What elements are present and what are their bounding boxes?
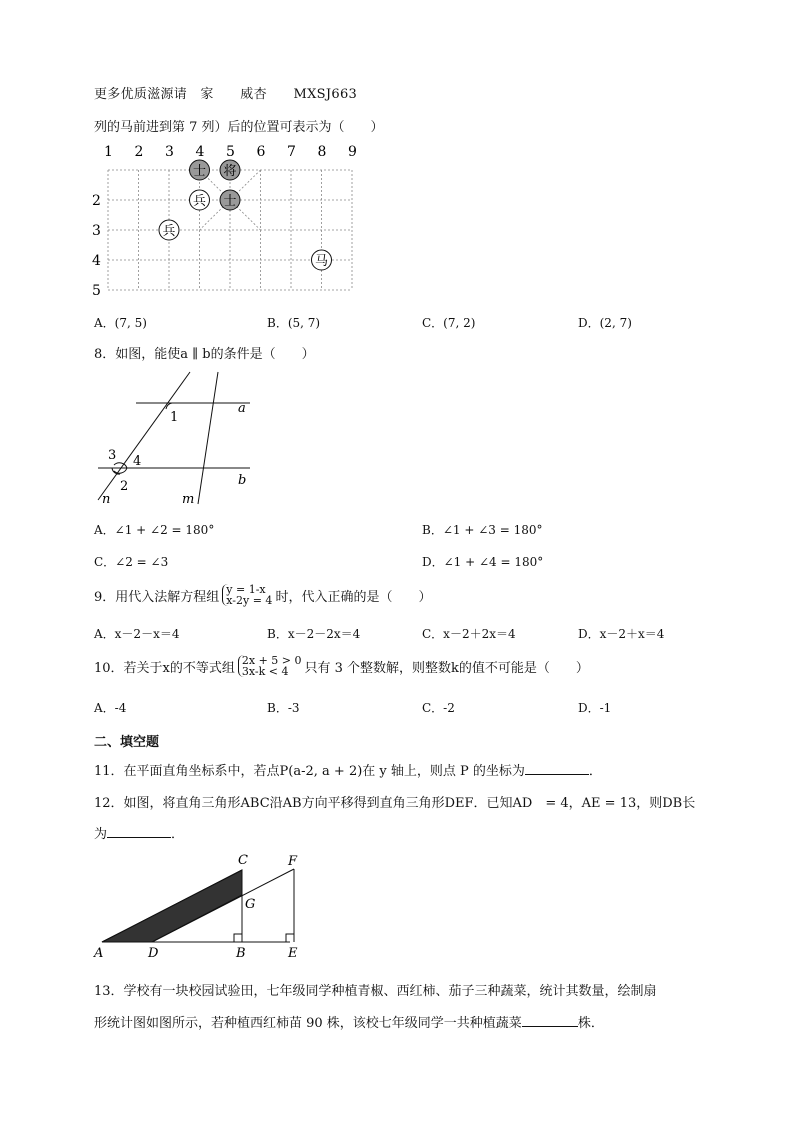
chess-piece-label: 士 [223, 194, 237, 209]
label-E: E [288, 946, 298, 961]
q7-stem: 列的马前进到第 7 列）后的位置可表示为（ ） [94, 120, 384, 135]
label-F: F [288, 854, 298, 869]
q9-stem-after: 时，代入正确的是（ ） [275, 589, 432, 605]
col-label: 4 [195, 144, 205, 160]
label-D: D [148, 946, 159, 961]
q13-line2-after: 株． [577, 1016, 604, 1031]
q11-stem [94, 760, 602, 779]
col-label: 6 [256, 144, 266, 160]
q12-triangle-figure [90, 850, 320, 965]
q12-line2-before: 为 [94, 827, 108, 842]
q12-line1: 12．如图，将直角三角形ABC沿AB方向平移得到直角三角形DEF．已知AD = 4，AE = 13，则DB长 [94, 796, 696, 811]
q10-option-c[interactable]: C．-2 [422, 701, 455, 715]
label-1: 1 [170, 410, 179, 425]
q10-option-b[interactable]: B．-3 [267, 701, 300, 715]
q11-before: 11．在平面直角坐标系中，若点P(a-2, a + 2)在 y 轴上，则点 P 的坐标为 [94, 764, 525, 779]
q7-option-b[interactable]: B．(5, 7) [267, 316, 321, 330]
q7-chessboard-figure [90, 140, 370, 300]
q11-after: ． [588, 764, 602, 779]
q8-stem: 8．如图，能使a ∥ b的条件是（ ） [94, 347, 315, 362]
label-A: A [94, 946, 104, 961]
col-label: 3 [165, 144, 174, 160]
chess-piece-label: 马 [314, 254, 329, 269]
chess-piece-label: 兵 [162, 224, 176, 239]
label-4: 4 [133, 454, 142, 469]
q10-stem [94, 655, 589, 677]
q10-inequality-system [238, 655, 302, 677]
q13-line1: 13．学校有一块校园试验田，七年级同学种植青椒、西红柿、茄子三种蔬菜，统计其数量，绘制扇 [94, 984, 657, 999]
q9-eq-1: y = 1-x [226, 583, 266, 596]
q7-option-d[interactable]: D．(2, 7) [578, 316, 632, 330]
q9-eq-2: x-2y = 4 [226, 594, 273, 607]
q10-option-d[interactable]: D．-1 [578, 701, 612, 715]
q9-option-c[interactable]: C．x－2＋2x＝4 [422, 627, 516, 641]
q8-option-c[interactable]: C．∠2 = ∠3 [94, 555, 169, 569]
label-B: B [236, 946, 246, 961]
q8-parallel-lines-figure [90, 368, 260, 508]
label-m: m [182, 492, 195, 507]
col-label: 9 [348, 144, 357, 160]
section-fill-in-title: 二、填空题 [94, 735, 160, 750]
col-label: 1 [104, 144, 113, 160]
line-n [98, 372, 190, 500]
page-header: 更多优质滋源请 家 威杏 MXSJ663 [94, 87, 358, 102]
chess-piece-label: 士 [192, 164, 207, 179]
q12-line2-after: ． [171, 827, 185, 842]
q10-stem-after: 只有 3 个整数解，则整数k的值不可能是（ ） [304, 660, 589, 676]
q8-option-d[interactable]: D．∠1 + ∠4 = 180° [422, 555, 544, 569]
right-angle-B [234, 934, 242, 942]
q10-option-a[interactable]: A．-4 [94, 701, 127, 715]
label-3: 3 [108, 448, 117, 463]
q10-stem-before: 10．若关于x的不等式组 [94, 660, 235, 676]
q8-option-b[interactable]: B．∠1 + ∠3 = 180° [422, 523, 543, 537]
label-2: 2 [120, 479, 129, 494]
q13-line2-before: 形统计图如图所示，若种植西红柿苗 90 株，该校七年级同学一共种植蔬菜 [94, 1016, 522, 1031]
right-angle-E [286, 934, 294, 942]
col-label: 2 [134, 144, 144, 160]
q11-answer-blank[interactable] [525, 761, 589, 775]
q9-option-b[interactable]: B．x－2－2x＝4 [267, 627, 361, 641]
q8-option-a[interactable]: A．∠1 + ∠2 = 180° [94, 523, 215, 537]
q9-stem [94, 584, 431, 606]
q13-answer-blank[interactable] [522, 1013, 578, 1027]
q9-option-d[interactable]: D．x－2＋x＝4 [578, 627, 665, 641]
row-label: 4 [92, 253, 101, 269]
q12-answer-blank[interactable] [107, 824, 171, 838]
label-n: n [102, 492, 111, 507]
q9-equation-system [222, 584, 272, 606]
q9-option-a[interactable]: A．x－2－x＝4 [94, 627, 180, 641]
row-label: 5 [92, 283, 101, 299]
chess-piece-label: 将 [223, 164, 237, 179]
q7-option-a[interactable]: A．(7, 5) [94, 316, 147, 330]
row-label: 3 [92, 223, 101, 239]
col-label: 8 [317, 144, 327, 160]
label-b: b [238, 473, 247, 488]
q12-line2 [94, 823, 184, 842]
q10-ineq-1: 2x + 5 > 0 [241, 654, 302, 667]
q13-line2 [94, 1012, 604, 1031]
col-label: 7 [287, 144, 296, 160]
chess-piece-label: 兵 [192, 194, 207, 209]
q9-stem-before: 9．用代入法解方程组 [94, 589, 220, 605]
q10-ineq-2: 3x-k < 4 [241, 665, 289, 678]
label-a: a [238, 401, 246, 416]
label-G: G [245, 897, 256, 912]
row-label: 2 [92, 193, 101, 209]
label-C: C [238, 853, 248, 868]
q7-option-c[interactable]: C．(7, 2) [422, 316, 476, 330]
col-label: 5 [226, 144, 235, 160]
line-m [198, 372, 218, 504]
